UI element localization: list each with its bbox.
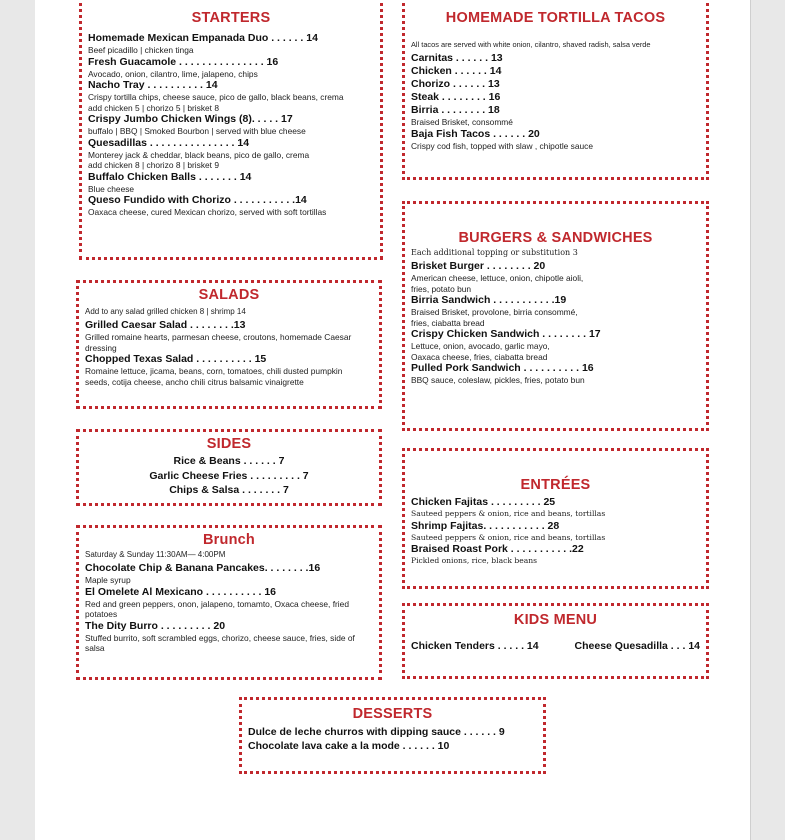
menu-item-description: seeds, cotija cheese, ancho chili citrus balsamic vinaigrette xyxy=(85,376,304,387)
starters-title: STARTERS xyxy=(191,10,271,26)
menu-item-description: Stuffed burrito, soft scrambled eggs, chorizo, cheese sauce, fries, side of xyxy=(85,632,355,643)
entrees-section xyxy=(402,448,709,589)
kids-section xyxy=(402,603,709,679)
menu-item-name: Pulled Pork Sandwich . . . . . . . . . . 16 xyxy=(411,362,594,374)
menu-item-description: add chicken 8 | chorizo 8 | brisket 9 xyxy=(88,160,219,170)
salads-section xyxy=(76,280,382,409)
salads-title: SALADS xyxy=(198,287,260,303)
menu-item-description: buffalo | BBQ | Smoked Bourbon | served with blue cheese xyxy=(88,126,306,136)
menu-item-name: Shrimp Fajitas. . . . . . . . . . . 28 xyxy=(411,519,560,532)
burgers-list xyxy=(411,260,700,386)
menu-item-description: American cheese, lettuce, onion, chipotle aioli, xyxy=(411,273,584,283)
tacos-title: HOMEMADE TORTILLA TACOS xyxy=(445,10,666,26)
brunch-list xyxy=(85,562,373,654)
menu-item: Garlic Cheese Fries . . . . . . . . . 7 xyxy=(149,469,309,482)
menu-item-description: Oaxaca cheese, fries, ciabatta bread xyxy=(411,351,548,362)
sides-title: SIDES xyxy=(206,436,252,452)
menu-item-description: Beef picadillo | chicken tinga xyxy=(88,45,194,55)
tacos-section xyxy=(402,0,709,180)
menu-item-description: Sauteed peppers & onion, rice and beans, tortillas xyxy=(411,532,606,542)
menu-item-description: Lettuce, onion, avocado, garlic mayo, xyxy=(411,341,550,351)
sides-list xyxy=(85,454,373,498)
menu-item-name: Crispy Jumbo Chicken Wings (8). . . . . 17 xyxy=(88,113,293,125)
menu-item-description: Avocado, onion, cilantro, lime, jalapeno, chips xyxy=(88,68,258,79)
menu-item-description: Red and green peppers, onon, jalapeno, tomamto, Oxaca cheese, fried xyxy=(85,598,349,609)
desserts-section xyxy=(239,697,546,774)
menu-item-description: Romaine lettuce, jicama, beans, corn, tomatoes, chili dusted pumpkin xyxy=(85,366,343,376)
menu-page xyxy=(35,0,751,840)
menu-item-description: fries, ciabatta bread xyxy=(411,317,485,328)
menu-item-name: Steak . . . . . . . . 16 xyxy=(411,91,501,103)
tacos-list xyxy=(411,52,700,151)
burgers-title: BURGERS & SANDWICHES xyxy=(458,230,653,246)
dessert-item-churros: Dulce de leche churros with dipping sauce . . . . . . 9 xyxy=(248,726,505,738)
menu-item-name: Crispy Chicken Sandwich . . . . . . . . 17 xyxy=(411,328,601,340)
menu-item-name: Chicken . . . . . . 14 xyxy=(411,65,502,77)
menu-item-description: Blue cheese xyxy=(88,183,135,194)
menu-item-name: El Omelete Al Mexicano . . . . . . . . . . 16 xyxy=(85,585,277,598)
menu-item-name: Baja Fish Tacos . . . . . . 20 xyxy=(411,127,540,140)
menu-item-description: Maple syrup xyxy=(85,575,131,585)
salads-note: Add to any salad grilled chicken 8 | shrimp 14 xyxy=(85,307,246,316)
kids-title: KIDS MENU xyxy=(513,612,598,628)
menu-item-description: Crispy cod fish, topped with slaw , chipotle sauce xyxy=(411,140,594,151)
menu-item-description: Crispy tortilla chips, cheese sauce, pico de gallo, black beans, crema xyxy=(88,92,344,102)
menu-item-name: Chopped Texas Salad . . . . . . . . . . 15 xyxy=(85,353,267,365)
brunch-section xyxy=(76,525,382,680)
menu-item-description: dressing xyxy=(85,342,117,353)
menu-item-description: potatoes xyxy=(85,609,118,619)
menu-item-name: Brisket Burger . . . . . . . . 20 xyxy=(411,260,546,272)
entrees-title: ENTRÉES xyxy=(520,477,591,493)
menu-item-description: add chicken 5 | chorizo 5 | brisket 8 xyxy=(88,102,219,113)
burgers-section xyxy=(402,201,709,431)
kids-item-chicken-tenders: Chicken Tenders . . . . . 14 xyxy=(411,640,539,652)
menu-item-name: Carnitas . . . . . . 13 xyxy=(411,52,503,64)
menu-item-description: Sauteed peppers & onion, rice and beans, tortillas xyxy=(411,509,606,518)
desserts-title: DESSERTS xyxy=(352,706,433,722)
menu-item-description: Monterey jack & cheddar, black beans, pico de gallo, crema xyxy=(88,149,310,160)
sides-section xyxy=(76,429,382,506)
menu-item-name: Buffalo Chicken Balls . . . . . . . 14 xyxy=(88,170,252,183)
menu-item-name: Chorizo . . . . . . 13 xyxy=(411,78,500,90)
menu-item-name: Quesadillas . . . . . . . . . . . . . . . 14 xyxy=(88,136,250,149)
menu-item-name: Chicken Fajitas . . . . . . . . . 25 xyxy=(411,496,556,508)
menu-item-description: Pickled onions, rice, black beans xyxy=(411,556,538,565)
menu-item-name: Braised Roast Pork . . . . . . . . . . .22 xyxy=(411,543,584,555)
menu-item-name: The Dity Burro . . . . . . . . . 20 xyxy=(85,619,226,632)
dessert-item-lava-cake: Chocolate lava cake a la mode . . . . . . 10 xyxy=(248,740,450,752)
menu-item-name: Birria . . . . . . . . 18 xyxy=(411,104,500,116)
brunch-title: Brunch xyxy=(203,532,255,548)
kids-item-cheese-quesadilla: Cheese Quesadilla . . . 14 xyxy=(574,640,700,652)
menu-item-name: Fresh Guacamole . . . . . . . . . . . . . . . 16 xyxy=(88,55,279,68)
menu-item-name: Grilled Caesar Salad . . . . . . . .13 xyxy=(85,319,246,331)
menu-item-name: Homemade Mexican Empanada Duo . . . . . . 14 xyxy=(88,32,318,44)
menu-item: Rice & Beans . . . . . . 7 xyxy=(173,455,285,467)
menu-item-description: BBQ sauce, coleslaw, pickles, fries, potato bun xyxy=(411,375,585,385)
menu-item-name: Chocolate Chip & Banana Pancakes. . . . . . . .16 xyxy=(85,562,321,574)
starters-list xyxy=(88,32,374,218)
menu-item-name: Birria Sandwich . . . . . . . . . . .19 xyxy=(411,294,567,306)
entrees-list xyxy=(411,496,700,567)
menu-item-description: fries, potato bun xyxy=(411,283,472,294)
starters-section xyxy=(79,0,383,260)
salads-list xyxy=(85,319,373,387)
menu-item-description: Braised Brisket, provolone, birria consommé, xyxy=(411,307,578,317)
menu-item-description: Oaxaca cheese, cured Mexican chorizo, served with soft tortillas xyxy=(88,207,327,217)
menu-item-name: Queso Fundido with Chorizo . . . . . . . . . . .14 xyxy=(88,194,307,206)
menu-item: Chips & Salsa . . . . . . . 7 xyxy=(169,484,289,496)
kids-row xyxy=(411,640,700,653)
menu-item-description: Grilled romaine hearts, parmesan cheese, croutons, homemade Caesar xyxy=(85,332,352,342)
burgers-note: Each additional topping or substitution 3 xyxy=(411,248,578,257)
brunch-hours: Saturday & Sunday 11:30AM— 4:00PM xyxy=(85,550,226,559)
tacos-note: All tacos are served with white onion, cilantro, shaved radish, salsa verde xyxy=(411,40,651,49)
menu-item-name: Nacho Tray . . . . . . . . . . 14 xyxy=(88,79,218,91)
menu-item-description: salsa xyxy=(85,643,105,653)
menu-item-description: Braised Brisket, consommé xyxy=(411,117,513,127)
